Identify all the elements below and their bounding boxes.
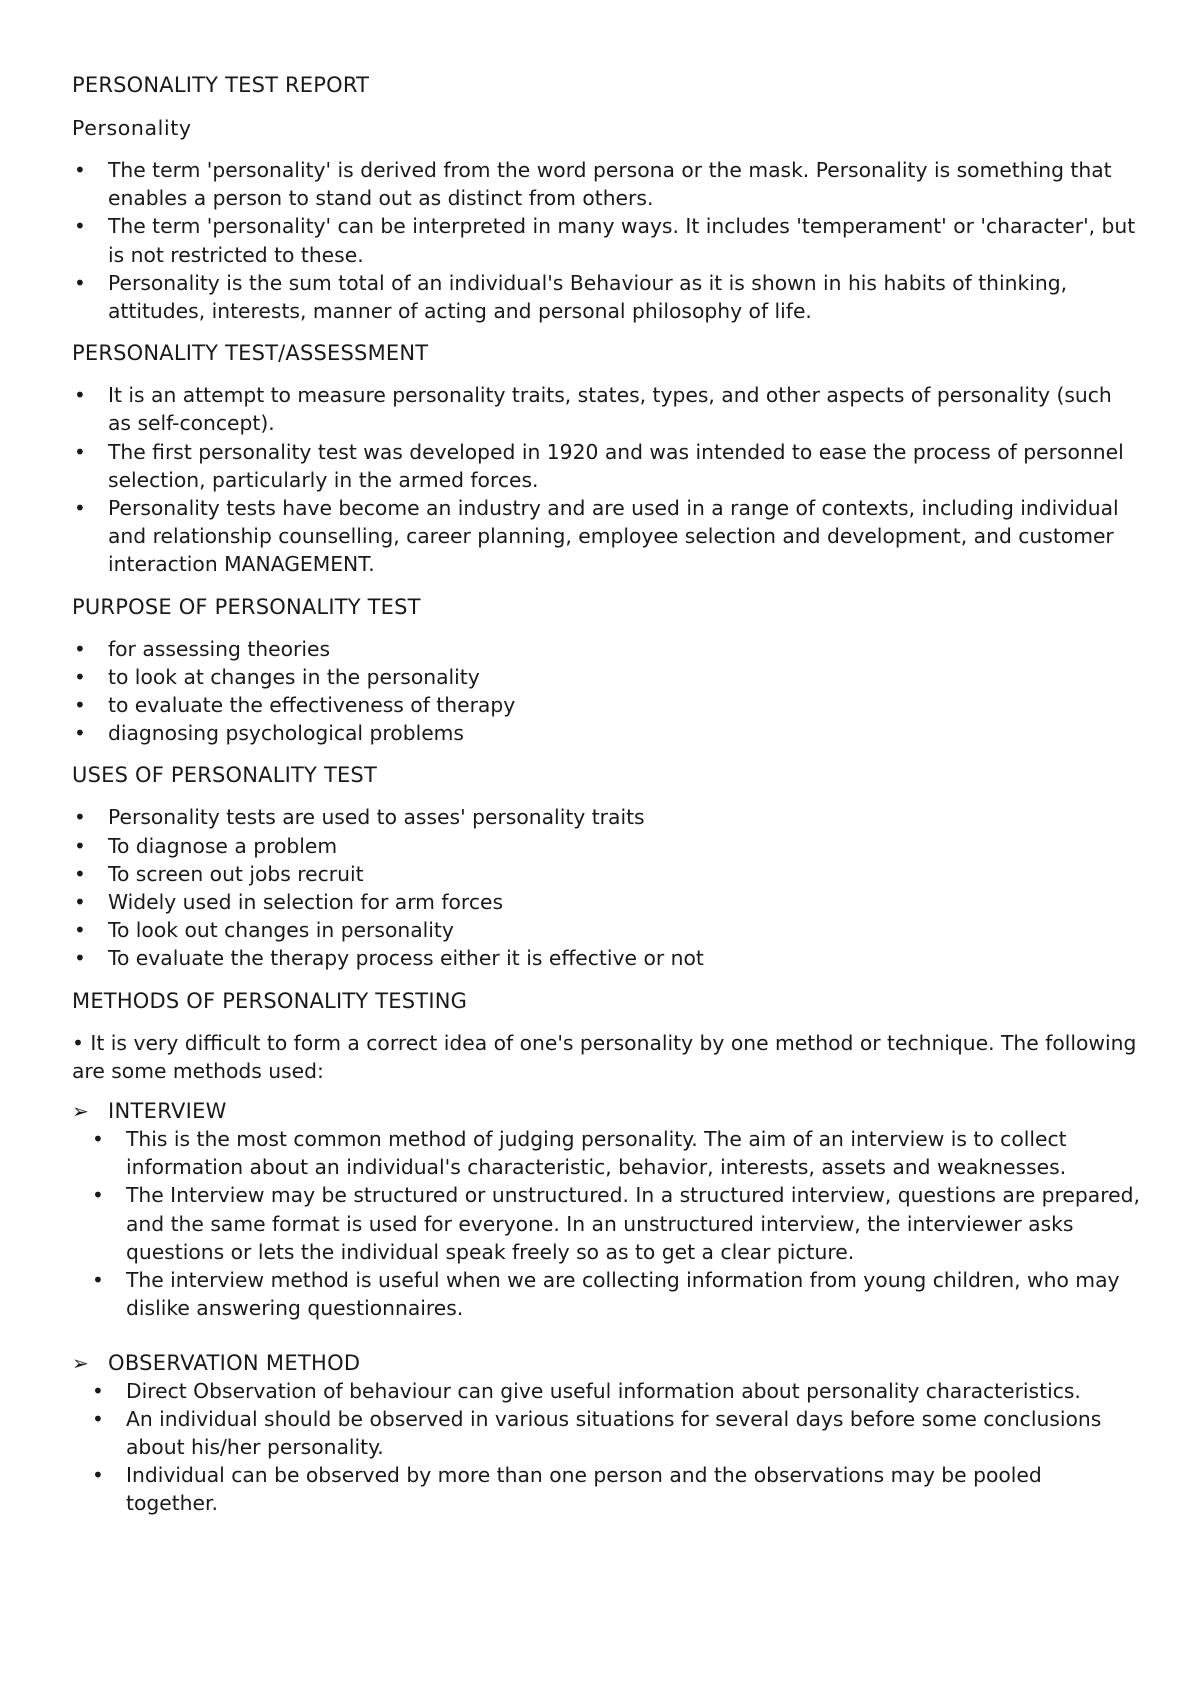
list-item — [90, 1125, 1140, 1181]
list-item-text: Personality is the sum total of an individual's Behaviour as it is shown in his habits of thinking, attitudes, interests, manner of acting and personal philosophy of life. — [108, 270, 1068, 324]
list-item — [72, 212, 1140, 268]
bullet-icon: • — [74, 664, 86, 689]
list-item — [72, 438, 1140, 494]
document-title: PERSONALITY TEST REPORT — [72, 73, 370, 97]
list-item-text: To evaluate the therapy process either it is effective or not — [108, 946, 704, 971]
list-item-text: The Interview may be structured or unstructured. In a structured interview, questions are prepared, and the same format is used for everyone. In an unstructured interview, the interviewer asks questions or lets the individual speak freely so as to get a clear picture. — [126, 1183, 1140, 1264]
purpose-list — [72, 635, 1140, 748]
bullet-icon: • — [92, 1378, 104, 1403]
list-item — [72, 663, 1140, 691]
bullet-icon: • — [74, 833, 86, 858]
list-item — [72, 860, 1140, 888]
bullet-icon: • — [74, 946, 86, 971]
personality-heading: Personality — [72, 116, 192, 140]
bullet-icon: • — [74, 214, 86, 239]
bullet-icon: • — [74, 693, 86, 718]
methods-heading: METHODS OF PERSONALITY TESTING — [72, 988, 468, 1013]
list-item — [72, 635, 1140, 663]
bullet-icon: • — [74, 439, 86, 464]
list-item — [72, 832, 1140, 860]
list-item-text: To look out changes in personality — [108, 918, 454, 943]
bullet-icon: • — [74, 383, 86, 408]
bullet-icon: • — [74, 721, 86, 746]
list-item-text: Individual can be observed by more than one person and the observations may be pooled together. — [126, 1463, 1042, 1516]
list-item-text: for assessing theories — [108, 636, 331, 661]
arrow-bullet-icon: ➢ — [72, 1350, 90, 1375]
assessment-heading: PERSONALITY TEST/ASSESSMENT — [72, 341, 429, 366]
bullet-icon: • — [92, 1406, 104, 1431]
list-item — [72, 944, 1140, 972]
list-item-text: Direct Observation of behaviour can give useful information about personality characteristics. — [126, 1378, 1081, 1403]
bullet-icon: • — [74, 861, 86, 886]
list-item — [72, 916, 1140, 944]
bullet-icon: • — [74, 636, 86, 661]
list-item — [72, 888, 1140, 916]
interview-heading-row — [72, 1097, 1140, 1125]
list-item-text: The interview method is useful when we are collecting information from young children, who may dislike answering questionnaires. — [126, 1268, 1120, 1321]
purpose-heading: PURPOSE OF PERSONALITY TEST — [72, 594, 421, 619]
bullet-icon: • — [92, 1268, 104, 1293]
list-item — [72, 803, 1140, 831]
bullet-icon: • — [74, 918, 86, 943]
list-item-text: Widely used in selection for arm forces — [108, 890, 504, 915]
list-item-text: to evaluate the effectiveness of therapy — [108, 693, 516, 718]
list-item-text: The term 'personality' is derived from the word persona or the mask. Personality is something that enables a person to stand out as distinct from others. — [108, 158, 1112, 211]
list-item-text: Personality tests are used to asses' personality traits — [108, 805, 645, 830]
list-item-text: Personality tests have become an industry and are used in a range of contexts, including individual and relationship counselling, career planning, employee selection and development, and customer interaction MANAGEMENT. — [108, 496, 1119, 577]
uses-heading: USES OF PERSONALITY TEST — [72, 763, 377, 788]
list-item-text: The first personality test was developed in 1920 and was intended to ease the process of personnel selection, particularly in the armed forces. — [108, 439, 1124, 492]
observation-section — [72, 1349, 1140, 1518]
bullet-icon: • — [92, 1127, 104, 1152]
section-spacer — [72, 1323, 1140, 1349]
bullet-icon: • — [92, 1463, 104, 1488]
list-item — [90, 1181, 1140, 1266]
assessment-list — [72, 381, 1140, 578]
list-item — [72, 156, 1140, 212]
observation-heading-row — [72, 1349, 1140, 1377]
interview-section — [72, 1097, 1140, 1322]
bullet-icon: • — [92, 1183, 104, 1208]
list-item — [72, 719, 1140, 747]
interview-heading: INTERVIEW — [108, 1099, 227, 1124]
methods-intro: • It is very difficult to form a correct idea of one's personality by one method or technique. The following are some methods used: — [72, 1030, 1137, 1083]
bullet-icon: • — [74, 158, 86, 182]
bullet-icon: • — [74, 890, 86, 915]
arrow-bullet-icon: ➢ — [72, 1099, 90, 1124]
list-item — [72, 494, 1140, 579]
personality-list — [72, 156, 1140, 325]
list-item-text: It is an attempt to measure personality traits, states, types, and other aspects of personality (such as self-concept). — [108, 383, 1112, 436]
list-item — [90, 1461, 1140, 1517]
bullet-icon: • — [74, 496, 86, 521]
list-item — [72, 269, 1140, 325]
interview-list — [72, 1125, 1140, 1322]
bullet-icon: • — [74, 270, 86, 295]
list-item-text: The term 'personality' can be interpreted in many ways. It includes 'temperament' or 'character', but is not restricted to these. — [108, 214, 1136, 267]
list-item-text: An individual should be observed in various situations for several days before some conclusions about his/her personality. — [126, 1406, 1102, 1459]
list-item-text: to look at changes in the personality — [108, 664, 480, 689]
list-item-text: This is the most common method of judging personality. The aim of an interview is to collect information about an individual's characteristic, behavior, interests, assets and weaknesses. — [126, 1127, 1067, 1180]
list-item — [90, 1377, 1140, 1405]
observation-heading: OBSERVATION METHOD — [108, 1350, 361, 1375]
observation-list — [72, 1377, 1140, 1518]
uses-list — [72, 803, 1140, 972]
list-item — [72, 691, 1140, 719]
list-item-text: To diagnose a problem — [108, 833, 338, 858]
list-item — [90, 1405, 1140, 1461]
list-item-text: diagnosing psychological problems — [108, 721, 465, 746]
list-item-text: To screen out jobs recruit — [108, 861, 364, 886]
list-item — [90, 1266, 1140, 1322]
list-item — [72, 381, 1140, 437]
bullet-icon: • — [74, 805, 86, 830]
